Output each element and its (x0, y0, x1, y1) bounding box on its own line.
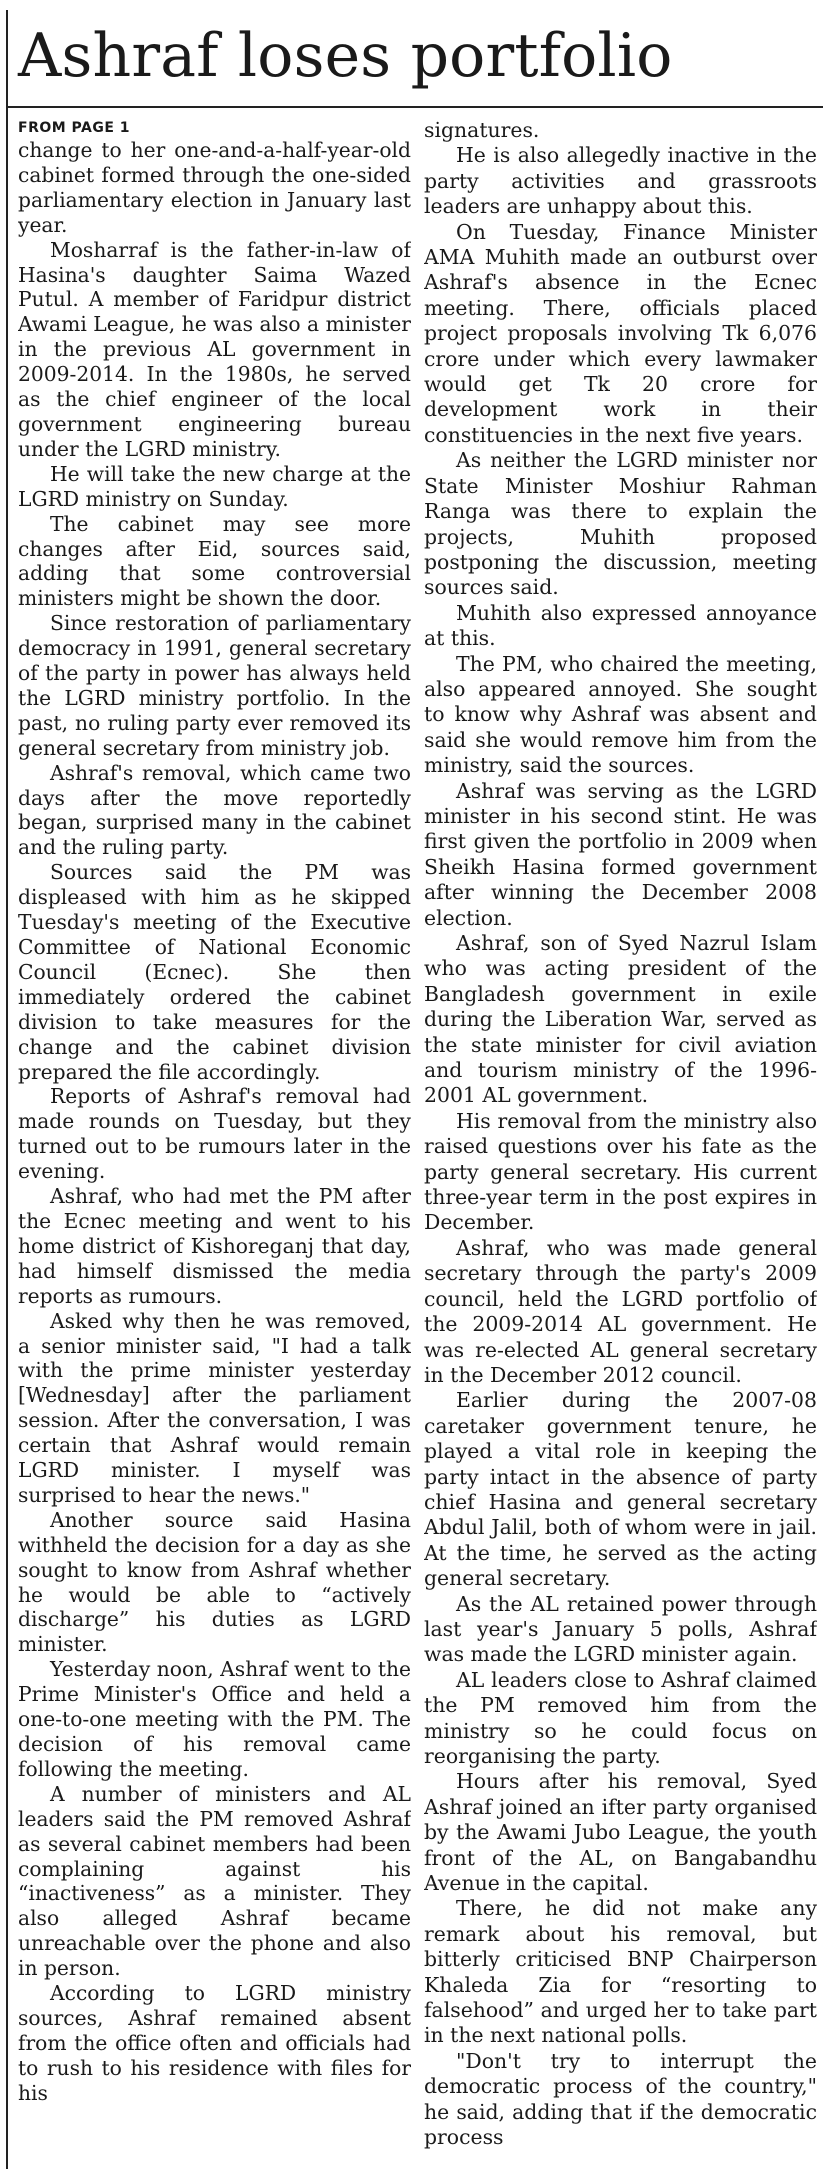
article-paragraph: Hours after his removal, Syed Ashraf joined an ifter party organised by the Awami Jubo League, the youth front of the AL, on Bangabandhu Avenue in the capital. (424, 1769, 817, 1896)
article-paragraph: AL leaders close to Ashraf claimed the PM removed him from the ministry so he could focus on reorganising the party. (424, 1667, 817, 1768)
article-column-left (18, 118, 411, 2169)
article-paragraph: On Tuesday, Finance Minister AMA Muhith made an outburst over Ashraf's absence in the Ecnec meeting. There, officials placed project proposals involving Tk 6,076 crore under which every lawmaker would get Tk 20 crore for development work in their constituencies in the next five years. (424, 219, 817, 447)
article-paragraph: The cabinet may see more changes after Eid, sources said, adding that some controversial ministers might be shown the door. (18, 511, 411, 611)
article-paragraph: Yesterday noon, Ashraf went to the Prime Minister's Office and held a one-to-one meeting with the PM. The decision of his removal came following the meeting. (18, 1657, 411, 1781)
article-paragraph: change to her one-and-a-half-year-old cabinet formed through the one-sided parliamentary election in January last year. (18, 138, 411, 237)
jump-kicker: FROM PAGE 1 (18, 120, 131, 136)
article-paragraph: signatures. (424, 118, 540, 142)
article-paragraph: Ashraf, who was made general secretary through the party's 2009 council, held the LGRD portfolio of the 2009-2014 AL government. He was re-elected AL general secretary in the December 2012 council. (424, 1235, 817, 1387)
article-paragraph: Ashraf, son of Syed Nazrul Islam who was acting president of the Bangladesh government in exile during the Liberation War, served as the state minister for civil aviation and tourism ministry of the 1996-2001 AL government. (424, 931, 817, 1108)
article-paragraph: He will take the new charge at the LGRD ministry on Sunday. (18, 461, 411, 511)
article-paragraph: As the AL retained power through last year's January 5 polls, Ashraf was made the LGRD minister again. (424, 1591, 817, 1667)
article-paragraph: As neither the LGRD minister nor State Minister Moshiur Rahman Ranga was there to explain the projects, Muhith proposed postponing the discussion, meeting sources said. (424, 448, 817, 600)
article-paragraph: The PM, who chaired the meeting, also appeared annoyed. She sought to know why Ashraf was absent and said she would remove him from the ministry, said the sources. (424, 651, 817, 778)
article-paragraph: Earlier during the 2007-08 caretaker government tenure, he played a vital role in keeping the party intact in the absence of party chief Hasina and general secretary Abdul Jalil, both of whom were in jail. At the time, he served as the acting general secretary. (424, 1388, 817, 1591)
article-paragraph: He is also allegedly inactive in the party activities and grassroots leaders are unhappy about this. (424, 143, 817, 219)
headline: Ashraf loses portfolio (18, 21, 673, 91)
article-paragraph: Since restoration of parliamentary democracy in 1991, general secretary of the party in power has always held the LGRD ministry portfolio. In the past, no ruling party ever removed its general secretary from ministry job. (18, 611, 411, 760)
article-paragraph: Muhith also expressed annoyance at this. (424, 600, 817, 651)
article-paragraph: A number of ministers and AL leaders said the PM removed Ashraf as several cabinet members had been complaining against his “inactiveness” as a minister. They also alleged Ashraf became unreachable over the phone and also in person. (18, 1781, 411, 1981)
article-paragraph: Reports of Ashraf's removal had made rounds on Tuesday, but they turned out to be rumours later in the evening. (18, 1084, 411, 1184)
headline-rule (8, 106, 823, 108)
left-border-rule (6, 10, 8, 2169)
article-paragraph: There, he did not make any remark about his removal, but bitterly criticised BNP Chairperson Khaleda Zia for “resorting to falsehood” and urged her to take part in the next national polls. (424, 1896, 817, 2048)
article-paragraph: Ashraf was serving as the LGRD minister in his second stint. He was first given the portfolio in 2009 when Sheikh Hasina formed government after winning the December 2008 election. (424, 778, 817, 930)
article-paragraph: Another source said Hasina withheld the decision for a day as she sought to know from Ashraf whether he would be able to “actively discharge” his duties as LGRD minister. (18, 1507, 411, 1657)
article-paragraph: Ashraf, who had met the PM after the Ecnec meeting and went to his home district of Kishoreganj that day, had himself dismissed the media reports as rumours. (18, 1184, 411, 1308)
article-column-right (424, 118, 817, 2169)
article-paragraph: Asked why then he was removed, a senior minister said, "I had a talk with the prime minister yesterday [Wednesday] after the parliament session. After the conversation, I was certain that Ashraf would remain LGRD minister. I myself was surprised to hear the news." (18, 1308, 411, 1507)
article-paragraph: Mosharraf is the father-in-law of Hasina's daughter Saima Wazed Putul. A member of Faridpur district Awami League, he was also a minister in the previous AL government in 2009-2014. In the 1980s, he served as the chief engineer of the local government engineering bureau under the LGRD ministry. (18, 237, 411, 461)
article-paragraph: Ashraf's removal, which came two days after the move reportedly began, surprised many in the cabinet and the ruling party. (18, 760, 411, 860)
article-paragraph: According to LGRD ministry sources, Ashraf remained absent from the office often and officials had to rush to his residence with files for his (18, 1981, 411, 2105)
article-paragraph: "Don't try to interrupt the democratic process of the country," he said, adding that if the democratic process (424, 2048, 817, 2150)
article-paragraph: Sources said the PM was displeased with him as he skipped Tuesday's meeting of the Executive Committee of National Economic Council (Ecnec). She then immediately ordered the cabinet division to take measures for the change and the cabinet division prepared the file accordingly. (18, 860, 411, 1084)
article-paragraph: His removal from the ministry also raised questions over his fate as the party general secretary. His current three-year term in the post expires in December. (424, 1108, 817, 1235)
